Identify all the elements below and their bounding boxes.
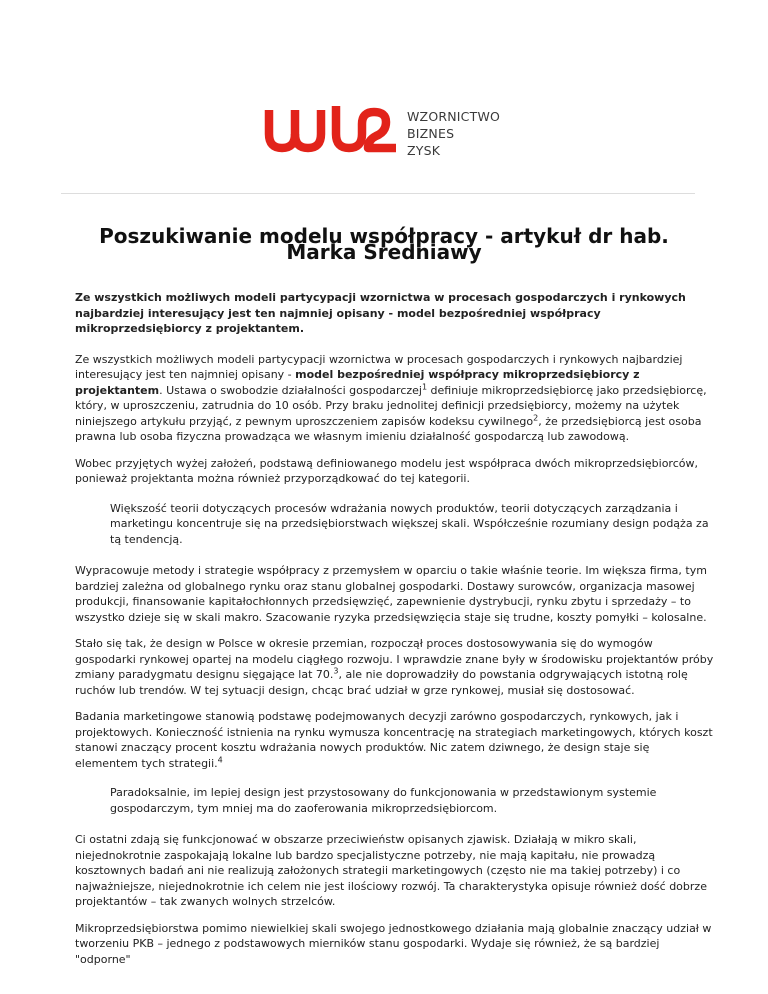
pull-quote-2: Paradoksalnie, im lepiej design jest przystosowany do funkcjonowania w przedstawionym systemie gospodarczym, tym mniej ma do zaoferowania mikroprzedsiębiorcom. bbox=[110, 786, 657, 815]
text-span: Badania marketingowe stanowią podstawę podejmowanych decyzji zarówno gospodarczych, rynkowych, jak i projektowych. Konieczność istnienia na rynku wymusza koncentrację na strategiach marketingowych, których koszt stanowi znaczący procent kosztu wdrażania nowych produktów. Nic zatem dziwnego, że design staje się elementem tych strategii. bbox=[75, 710, 713, 770]
site-logo[interactable] bbox=[264, 98, 524, 158]
logo-wordmark bbox=[407, 108, 500, 159]
text-span: definiuje mikroprzedsiębiorcę jako przedsiębiorcę, który, w uproszczeniu, zatrudnia do 10 osób. Przy braku jednolitej definicji przedsiębiorcy, możemy na użytek niniejszego artykułu przyjąć, z pewnym uproszczeniem zapisów kodeksu cywilnego bbox=[75, 383, 707, 428]
text-span: , ale nie doprowadziły do powstania odgrywających istotną rolę ruchów lub trendów. W tej sytuacji design, chcąc brać udział w grze rynkowej, musiał się dostosować. bbox=[75, 668, 688, 697]
paragraph-3: Wypracowuje metody i strategie współpracy z przemysłem w oparciu o takie właśnie teorie. Im większa firma, tym bardziej zależna od globalnego rynku oraz stanu globalnej gospodarki. Dostawy surowców, organizacja masowej produkcji, finansowanie kapitałochłonnych przedsięwzięć, zapewnienie dystrybucji, rynku zbytu i sprzedaży – to wszystko dzieje się w skali makro. Szacowanie ryzyka przedsięwzięcia staje się trudne, koszty pomyłki – kolosalne. bbox=[75, 564, 707, 624]
wbz-logo-mark bbox=[264, 104, 400, 154]
logo-line-1: WZORNICTWO bbox=[407, 109, 501, 124]
paragraph-1 bbox=[75, 352, 715, 445]
text-span: Stało się tak, że design w Polsce w okresie przemian, rozpoczął proces dostosowywania się do wymogów gospodarki rynkowej opartej na modelu ciągłego rozwoju. I wprawdzie znane były w środowisku projektantów próby zmiany paradygmatu designu sięgające lat 70. bbox=[75, 637, 714, 681]
header-divider bbox=[61, 193, 695, 194]
paragraph-7: Mikroprzedsiębiorstwa pomimo niewielkiej skali swojego jednostkowego działania mają globalnie znaczący udział w tworzeniu PKB – jednego z podstawowych mierników stanu gospodarki. Wydaje się również, że są bardziej "odporne" bbox=[75, 921, 712, 966]
paragraph-5 bbox=[75, 709, 715, 771]
article-title: Poszukiwanie modelu współpracy - artykuł dr hab. Marka Średniawy bbox=[99, 224, 669, 264]
logo-line-2: BIZNES bbox=[407, 126, 455, 141]
footnote-ref-2[interactable]: 2 bbox=[533, 412, 539, 422]
pull-quote-1: Większość teorii dotyczących procesów wdrażania nowych produktów, teorii dotyczących zarządzania i marketingu koncentruje się na przedsiębiorstwach większej skali. Współcześnie rozumiany design podąża za tą tendencją. bbox=[110, 501, 709, 546]
article-lead: Ze wszystkich możliwych modeli partycypacji wzornictwa w procesach gospodarczych i rynkowych najbardziej interesujący jest ten najmniej opisany - model bezpośredniej współpracy mikroprzedsiębiorcy z projektantem. bbox=[75, 291, 686, 335]
text-span: Ze wszystkich możliwych modeli partycypacji wzornictwa w procesach gospodarczych i rynkowych najbardziej interesujący jest ten najmniej opisany - bbox=[75, 352, 683, 381]
text-span: , że przedsiębiorcą jest osoba prawna lub osoba fizyczna prowadząca we własnym imieniu działalność gospodarczą lub zawodową. bbox=[75, 414, 702, 443]
article-body bbox=[75, 290, 715, 978]
paragraph-6: Ci ostatni zdają się funkcjonować w obszarze przeciwieństw opisanych zjawisk. Działają w mikro skali, niejednokrotnie zaspokajają lokalne lub bardzo specjalistyczne potrzeby, nie mają kapitału, nie prowadzą kosztownych badań ani nie realizują założonych strategii marketingowych (często nie ma takiej potrzeby) i co najważniejsze, niejednokrotnie ich celem nie jest ilościowy rozwój. Ta charakterystyka opisuje również dość dobrze projektantów – tak zwanych wolnych strzelców. bbox=[75, 833, 707, 908]
footnote-ref-1[interactable]: 1 bbox=[421, 381, 428, 391]
paragraph-4 bbox=[75, 636, 715, 698]
logo-line-3: ZYSK bbox=[407, 143, 441, 158]
footnote-ref-3[interactable]: 3 bbox=[333, 666, 339, 676]
text-span: . Ustawa o swobodzie działalności gospodarczej bbox=[159, 383, 422, 397]
footnote-ref-4[interactable]: 4 bbox=[217, 754, 223, 764]
emphasis: model bezpośredniej współpracy mikroprzedsiębiorcy z projektantem bbox=[75, 368, 640, 397]
paragraph-2: Wobec przyjętych wyżej założeń, podstawą definiowanego modelu jest współpraca dwóch mikroprzedsiębiorców, ponieważ projektanta można również przyporządkować do tej kategorii. bbox=[75, 456, 698, 485]
